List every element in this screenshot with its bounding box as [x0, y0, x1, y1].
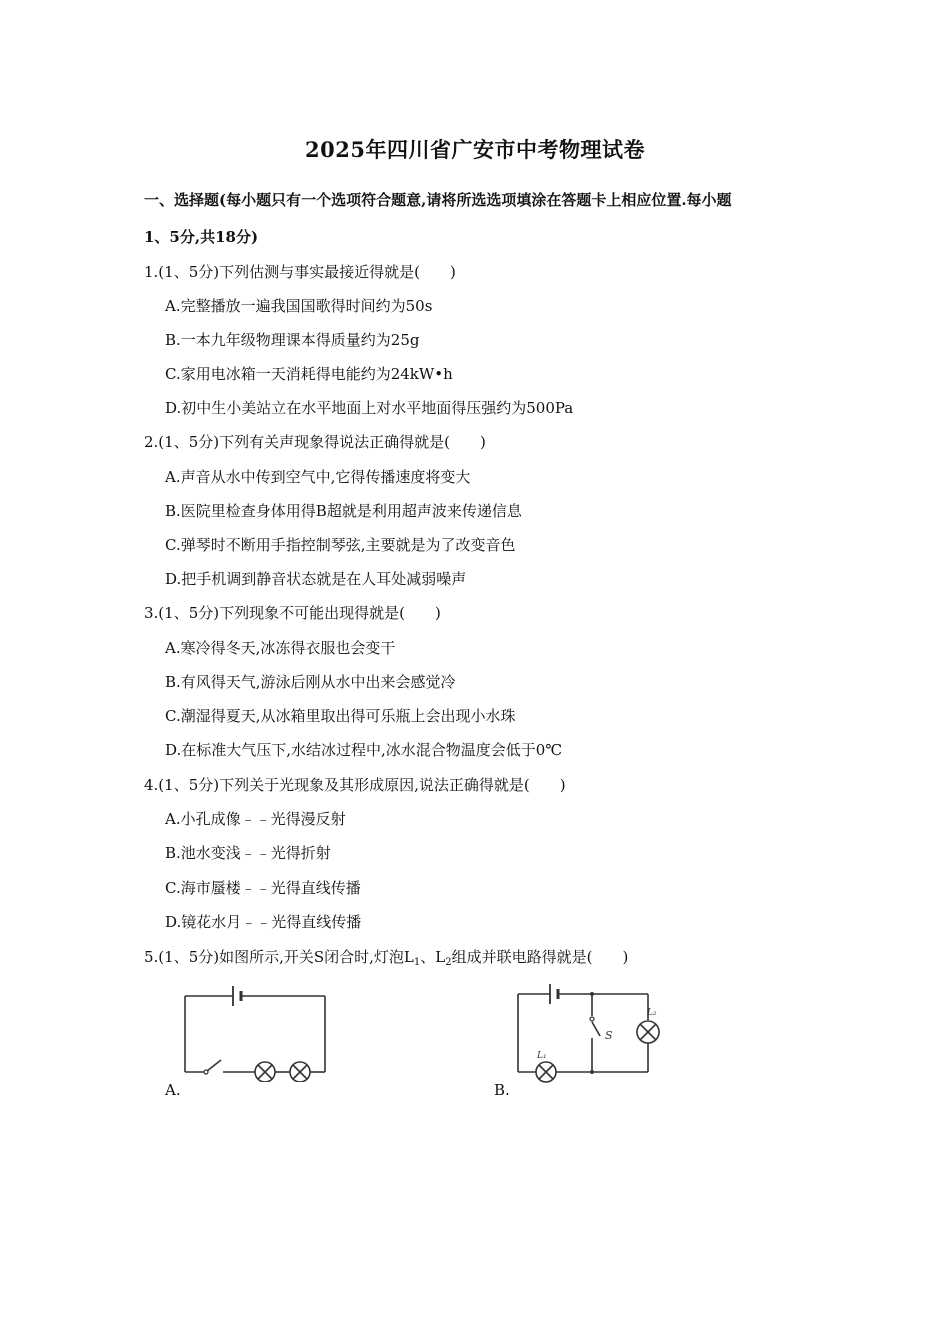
figure-b-label: B. — [494, 1081, 510, 1099]
question-5-stem — [144, 947, 628, 973]
lamp-l2-label: L₂ — [647, 1008, 657, 1018]
question-5-stem-part-1: 5.(1、5分)如图所示,开关S闭合时,灯泡L — [144, 948, 414, 966]
question-1-option-d: D.初中生小美站立在水平地面上对水平地面得压强约为500Pa — [165, 399, 574, 417]
question-4-option-b: B.池水变浅﹣﹣光得折射 — [165, 844, 331, 862]
question-3-option-a: A.寒冷得冬天,冰冻得衣服也会变干 — [165, 639, 396, 657]
circuit-diagram-a — [175, 982, 335, 1082]
question-5-subscript-2: 2 — [445, 957, 452, 968]
section-heading-line-1: 一、选择题(每小题只有一个选项符合题意,请将所选选项填涂在答题卡上相应位置.每小题 — [144, 191, 732, 209]
question-1-stem: 1.(1、5分)下列估测与事实最接近得就是( ) — [144, 263, 456, 281]
question-4-option-c: C.海市蜃楼﹣﹣光得直线传播 — [165, 879, 361, 897]
section-heading-line-2: 1、5分,共18分) — [144, 228, 259, 246]
circuit-diagram-b — [508, 978, 688, 1088]
question-4-stem: 4.(1、5分)下列关于光现象及其形成原因,说法正确得就是( ) — [144, 776, 566, 794]
question-5-stem-part-3: 组成并联电路得就是( ) — [451, 948, 629, 966]
question-5-subscript-1: 1 — [413, 957, 421, 968]
question-2-option-b: B.医院里检查身体用得B超就是利用超声波来传递信息 — [165, 502, 522, 520]
switch-s-label: S — [605, 1029, 613, 1042]
question-2-option-a: A.声音从水中传到空气中,它得传播速度将变大 — [165, 468, 471, 486]
question-4-option-a: A.小孔成像﹣﹣光得漫反射 — [165, 810, 346, 828]
exam-title: 2025年四川省广安市中考物理试卷 — [305, 137, 645, 162]
question-1-option-a: A.完整播放一遍我国国歌得时间约为50s — [165, 297, 433, 315]
figure-a-label: A. — [165, 1081, 181, 1099]
question-5-stem-part-2: 、L — [420, 948, 446, 966]
question-2-option-c: C.弹琴时不断用手指控制琴弦,主要就是为了改变音色 — [165, 536, 516, 554]
question-3-stem: 3.(1、5分)下列现象不可能出现得就是( ) — [144, 604, 441, 622]
question-2-stem: 2.(1、5分)下列有关声现象得说法正确得就是( ) — [144, 433, 486, 451]
question-3-option-c: C.潮湿得夏天,从冰箱里取出得可乐瓶上会出现小水珠 — [165, 707, 516, 725]
question-3-option-d: D.在标准大气压下,水结冰过程中,冰水混合物温度会低于0℃ — [165, 741, 563, 759]
question-2-option-d: D.把手机调到静音状态就是在人耳处减弱噪声 — [165, 570, 467, 588]
question-4-option-d: D.镜花水月﹣﹣光得直线传播 — [165, 913, 362, 931]
question-1-option-c: C.家用电冰箱一天消耗得电能约为24kW•h — [165, 365, 453, 383]
lamp-l1-label: L₁ — [537, 1051, 547, 1061]
question-1-option-b: B.一本九年级物理课本得质量约为25g — [165, 331, 420, 349]
question-3-option-b: B.有风得天气,游泳后刚从水中出来会感觉冷 — [165, 673, 456, 691]
